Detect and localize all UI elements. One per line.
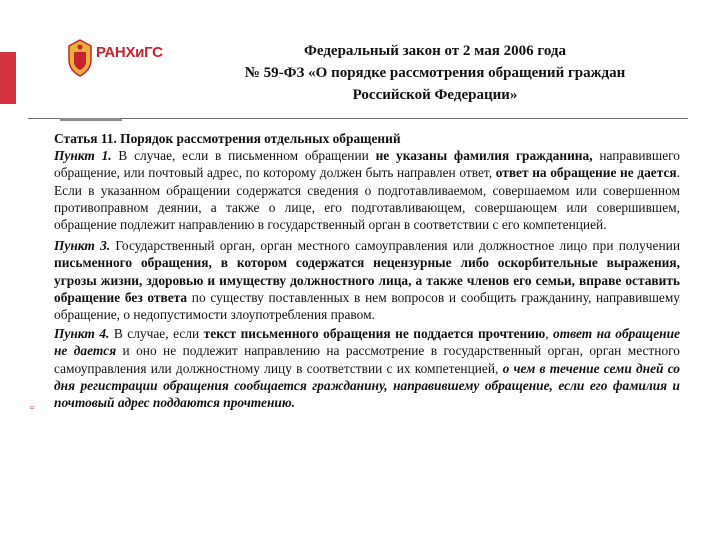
text-run: по существу поставленных в нем вопросов и сообщить гражданину, направившему обращение, о недопустимости злоупотребления правом. <box>54 289 680 323</box>
bullet-icon: ▫ <box>30 402 34 414</box>
paragraph-label: Пункт 1. <box>54 148 112 164</box>
logo-text: РАНХиГС <box>96 44 163 61</box>
paragraph-label: Пункт 3. <box>54 238 111 254</box>
paragraph-3 <box>54 237 680 323</box>
page-title <box>186 40 684 106</box>
paragraph-4 <box>54 325 680 411</box>
paragraph-1 <box>54 147 680 233</box>
article-heading: Статья 11. Порядок рассмотрения отдельных обращений <box>54 131 401 146</box>
bold-run: письменного обращения, в котором содержатся нецензурные либо оскорбительные выражения, угрозы жизни, здоровью и имуществу должностного лица, а также членов его семьи, вправе оставить обращение без ответа <box>54 255 680 305</box>
text-run: направившего обращение, или почтовый адрес, по которому должен быть направлен ответ, <box>54 148 680 181</box>
bold-italic-run: ответ на обращение не дается <box>54 326 680 359</box>
left-accent-bar <box>0 52 16 104</box>
bold-run: не указаны фамилия гражданина, <box>375 148 593 164</box>
text-run: и оно не подлежит направлению на рассмотрение в государственный орган, орган местного самоуправления или должностному лицу в соответствии с их компетенцией, <box>54 343 680 376</box>
title-line: Российской Федерации» <box>352 87 518 103</box>
bold-run: ответ на обращение не дается <box>495 165 677 181</box>
text-run: Государственный орган, орган местного самоуправления или должностное лицо при получении <box>110 238 680 254</box>
text-run: В случае, если в письменном обращении <box>111 148 376 164</box>
paragraph-label: Пункт 4. <box>54 326 110 342</box>
divider-accent <box>60 118 122 121</box>
header-divider <box>28 118 688 119</box>
bold-italic-run: о чем в течение семи дней со дня регистрации обращения сообщается гражданину, направившему обращение, если его фамилия и почтовый адрес поддаются прочтению. <box>54 360 680 411</box>
title-line: Федеральный закон от 2 мая 2006 года <box>303 43 567 59</box>
text-run: , <box>545 326 554 342</box>
text-run: . Если в указанном обращении содержатся сведения о подготавливаемом, совершаемом или совершенном противоправном деянии, а также о лице, его подготавливающем, совершающем или совершившем, обращение подлежит направлению в государственный орган в соответствии с его компетенцией. <box>54 165 681 233</box>
bold-run: текст письменного обращения не поддается прочтению <box>203 326 546 342</box>
text-run: В случае, если <box>109 326 204 342</box>
ranepa-logo <box>66 38 186 88</box>
emblem-icon <box>66 38 94 78</box>
article-body <box>54 130 680 411</box>
title-line: № 59-ФЗ «О порядке рассмотрения обращений граждан <box>244 65 626 81</box>
